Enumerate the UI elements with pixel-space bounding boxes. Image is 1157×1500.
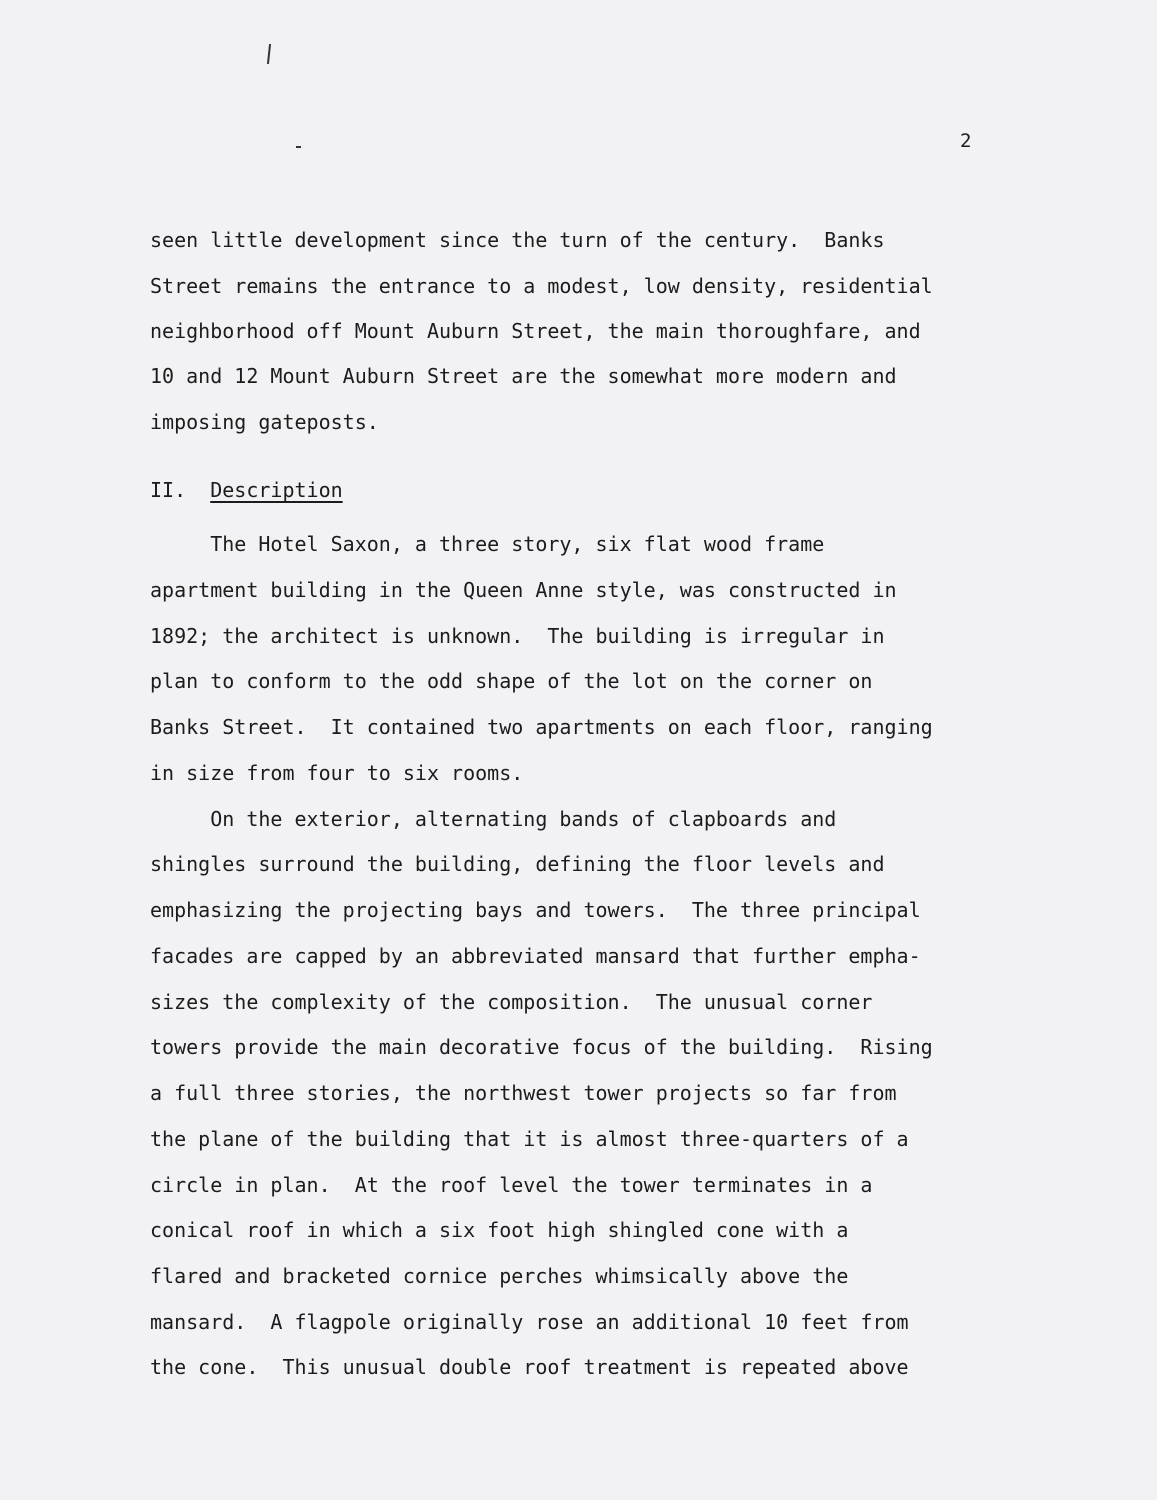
scan-mark xyxy=(267,44,271,64)
text-line: circle in plan. At the roof level the tower terminates in a xyxy=(150,1173,873,1197)
text-line: Banks Street. It contained two apartments on each floor, ranging xyxy=(150,715,933,739)
text-line: facades are capped by an abbreviated mansard that further empha- xyxy=(150,944,921,968)
page-number: 2 xyxy=(960,130,972,152)
text-line: 1892; the architect is unknown. The building is irregular in xyxy=(150,624,885,648)
text-line: 10 and 12 Mount Auburn Street are the somewhat more modern and xyxy=(150,364,897,388)
text-line: neighborhood off Mount Auburn Street, the main thoroughfare, and xyxy=(150,319,921,343)
text-line: the cone. This unusual double roof treatment is repeated above xyxy=(150,1355,909,1379)
text-line: plan to conform to the odd shape of the lot on the corner on xyxy=(150,669,873,693)
text-line: The Hotel Saxon, a three story, six flat wood frame xyxy=(150,532,825,556)
text-line: emphasizing the projecting bays and towers. The three principal xyxy=(150,898,921,922)
section-heading xyxy=(150,478,343,502)
text-line: On the exterior, alternating bands of clapboards and xyxy=(150,807,837,831)
text-line: the plane of the building that it is almost three-quarters of a xyxy=(150,1127,909,1151)
text-line: sizes the complexity of the composition. The unusual corner xyxy=(150,990,873,1014)
text-line: towers provide the main decorative focus of the building. Rising xyxy=(150,1035,933,1059)
text-line: imposing gateposts. xyxy=(150,410,379,434)
section-title: Description xyxy=(210,478,343,502)
scan-mark xyxy=(296,146,301,148)
text-line: conical roof in which a six foot high shingled cone with a xyxy=(150,1218,849,1242)
section-number: II. xyxy=(150,478,187,502)
text-line: flared and bracketed cornice perches whimsically above the xyxy=(150,1264,849,1288)
text-line: shingles surround the building, defining the floor levels and xyxy=(150,852,885,876)
text-line: apartment building in the Queen Anne style, was constructed in xyxy=(150,578,897,602)
text-line: a full three stories, the northwest tower projects so far from xyxy=(150,1081,897,1105)
text-line: mansard. A flagpole originally rose an additional 10 feet from xyxy=(150,1310,909,1334)
text-line: Street remains the entrance to a modest, low density, residential xyxy=(150,274,933,298)
text-line: seen little development since the turn of the century. Banks xyxy=(150,228,885,252)
text-line: in size from four to six rooms. xyxy=(150,761,524,785)
